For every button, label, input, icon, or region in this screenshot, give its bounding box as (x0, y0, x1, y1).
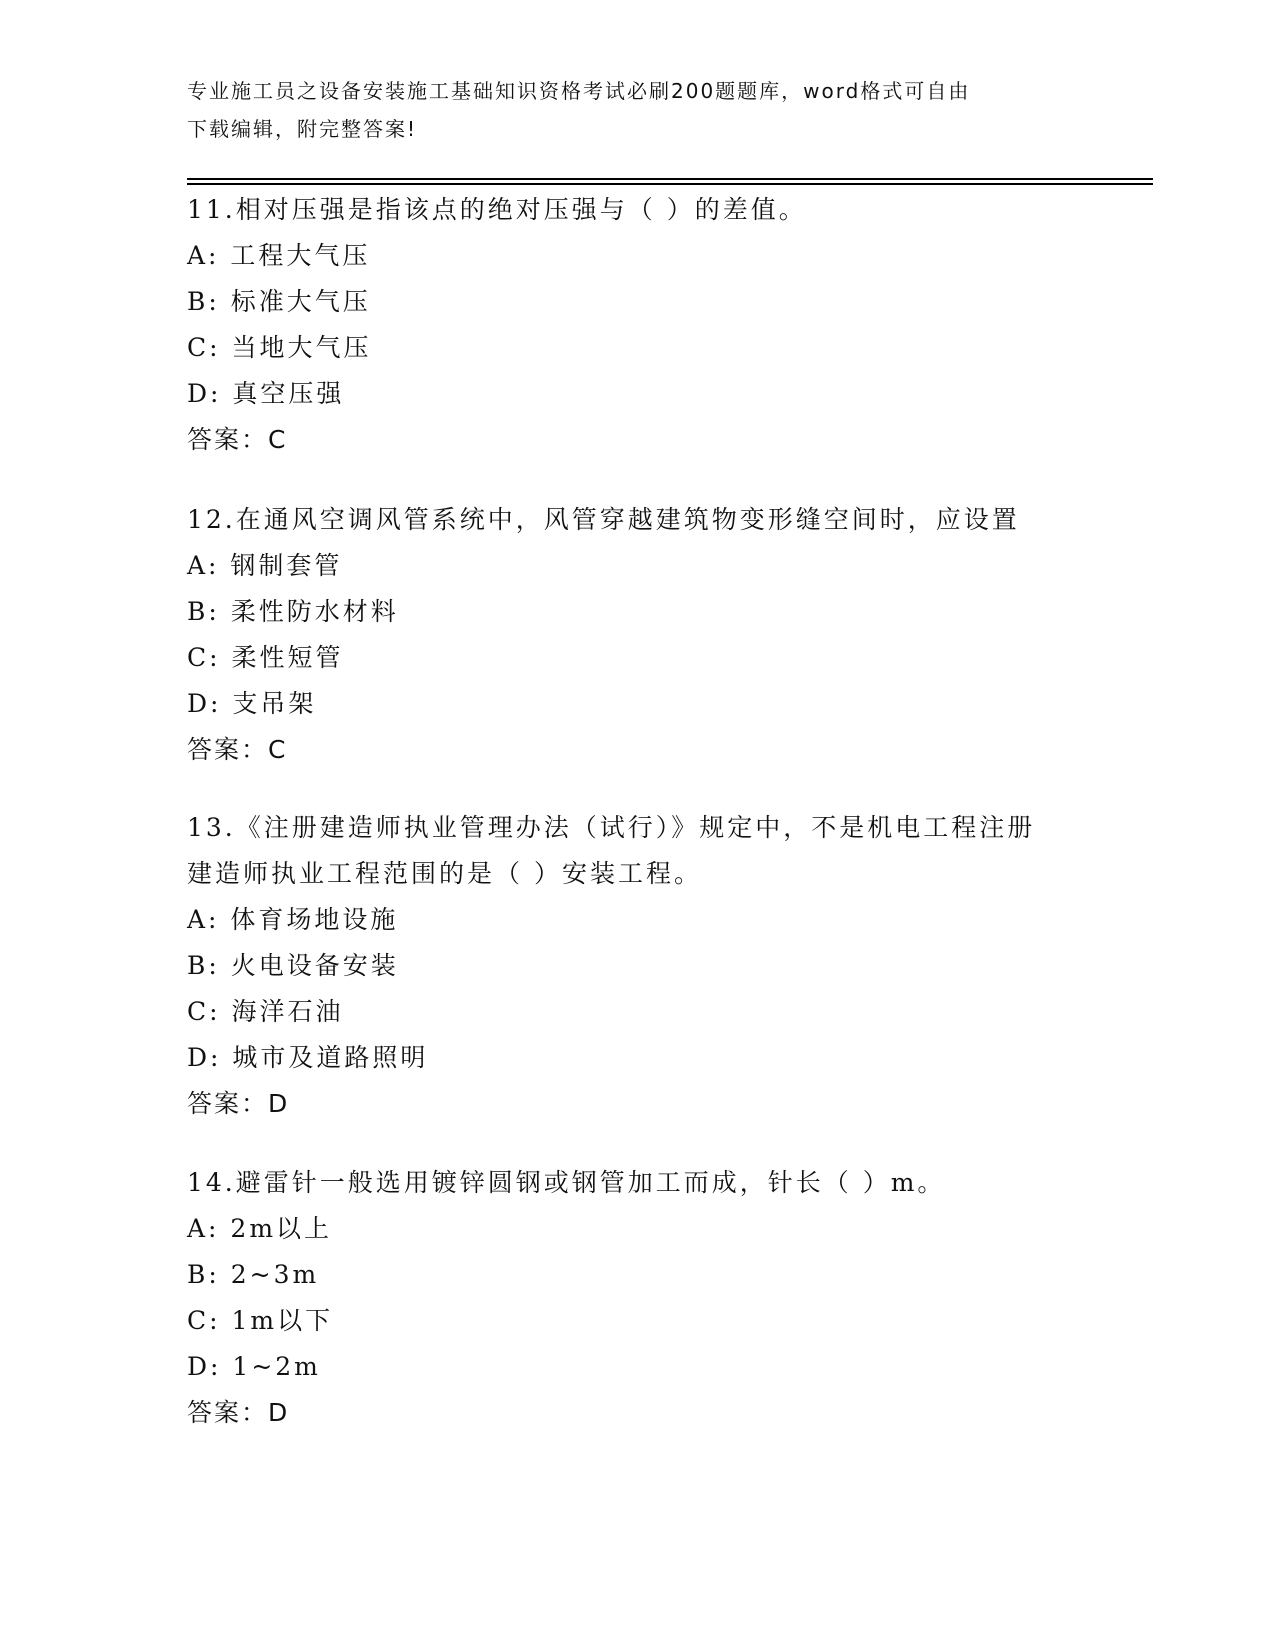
question-stem: 13.《注册建造师执业管理办法（试行）》规定中，不是机电工程注册 (187, 813, 1036, 842)
question-stem: 14.避雷针一般选用镀锌圆钢或钢管加工而成，针长（ ）m。 (187, 1168, 946, 1197)
option-b: B: 柔性防水材料 (187, 597, 399, 626)
option-a: A: 钢制套管 (187, 551, 343, 580)
header-divider-top (187, 178, 1153, 180)
answer: 答案：D (187, 1089, 290, 1118)
answer: 答案：D (187, 1398, 290, 1427)
question-stem: 12.在通风空调风管系统中，风管穿越建筑物变形缝空间时，应设置 (187, 505, 1020, 534)
option-d: D: 城市及道路照明 (187, 1043, 429, 1072)
option-c: C: 1m以下 (187, 1306, 334, 1335)
option-b: B: 火电设备安装 (187, 951, 399, 980)
question-stem-continued: 建造师执业工程范围的是（ ）安装工程。 (187, 859, 702, 888)
option-c: C: 海洋石油 (187, 997, 344, 1026)
option-d: D: 真空压强 (187, 379, 345, 408)
header-line-2: 下载编辑，附完整答案! (187, 117, 418, 141)
question-14 (187, 1160, 1087, 1436)
header-divider-bottom (187, 183, 1153, 185)
document-header (187, 72, 1077, 148)
header-line-1: 专业施工员之设备安装施工基础知识资格考试必刷200题题库，word格式可自由 (187, 79, 971, 103)
question-12 (187, 497, 1087, 773)
option-a: A: 体育场地设施 (187, 905, 399, 934)
answer: 答案：C (187, 425, 288, 454)
option-d: D: 1~2m (187, 1352, 321, 1381)
answer: 答案：C (187, 735, 288, 764)
question-11 (187, 187, 1087, 463)
question-13 (187, 805, 1087, 1127)
option-b: B: 标准大气压 (187, 287, 371, 316)
option-d: D: 支吊架 (187, 689, 317, 718)
option-a: A: 2m以上 (187, 1214, 333, 1243)
option-c: C: 柔性短管 (187, 643, 344, 672)
question-stem: 11.相对压强是指该点的绝对压强与（ ）的差值。 (187, 195, 807, 224)
option-a: A: 工程大气压 (187, 241, 371, 270)
option-b: B: 2~3m (187, 1260, 320, 1289)
option-c: C: 当地大气压 (187, 333, 372, 362)
